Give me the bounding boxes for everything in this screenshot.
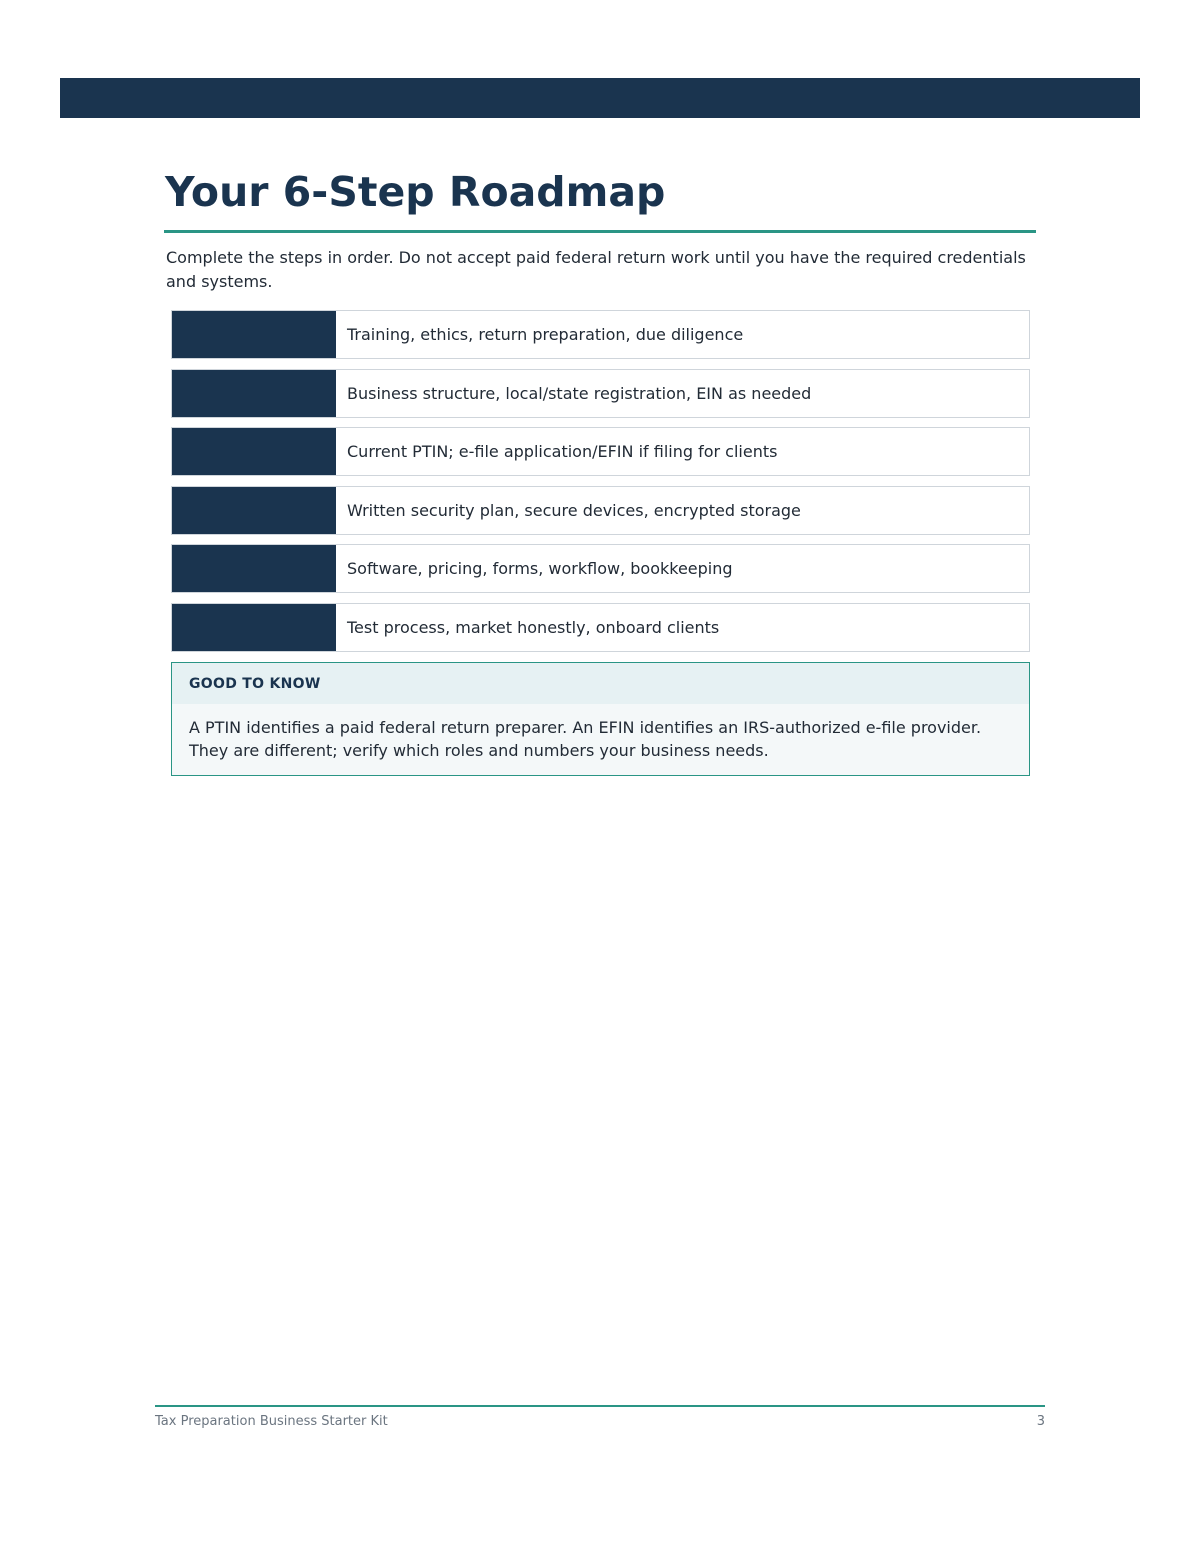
step-row-5 (171, 544, 1030, 593)
step-row-6 (171, 603, 1030, 652)
step-row-1 (171, 310, 1030, 359)
step-description-1: Training, ethics, return preparation, due diligence (347, 325, 744, 344)
footer-document-title: Tax Preparation Business Starter Kit (155, 1414, 388, 1429)
step-label-3 (172, 428, 336, 475)
step-description-3: Current PTIN; e-file application/EFIN if filing for clients (347, 442, 778, 461)
roadmap-steps (171, 310, 1030, 661)
footer-divider (155, 1405, 1045, 1407)
step-label-1 (172, 311, 336, 358)
header-band (60, 78, 1140, 118)
step-description-2: Business structure, local/state registration, EIN as needed (347, 383, 812, 403)
intro-paragraph: Complete the steps in order. Do not accept paid federal return work until you have the required credentials and systems. (166, 248, 1026, 291)
good-to-know-callout (171, 662, 1030, 776)
step-row-4 (171, 486, 1030, 535)
footer-page-number: 3 (1036, 1414, 1045, 1429)
step-description-5: Software, pricing, forms, workflow, bookkeeping (347, 559, 733, 578)
step-row-2 (171, 369, 1030, 418)
callout-heading: GOOD TO KNOW (172, 663, 1029, 704)
step-row-3 (171, 427, 1030, 476)
page-title: Your 6-Step Roadmap (165, 168, 666, 216)
step-label-2 (172, 370, 336, 417)
step-description-6: Test process, market honestly, onboard clients (347, 617, 720, 637)
title-divider (164, 230, 1036, 233)
step-description-4: Written security plan, secure devices, encrypted storage (347, 500, 801, 520)
callout-body: A PTIN identifies a paid federal return preparer. An EFIN identifies an IRS-authorized e-file provider. They are different; verify which roles and numbers your business needs. (189, 718, 982, 760)
step-label-5 (172, 545, 336, 592)
step-label-6 (172, 604, 336, 651)
step-label-4 (172, 487, 336, 534)
